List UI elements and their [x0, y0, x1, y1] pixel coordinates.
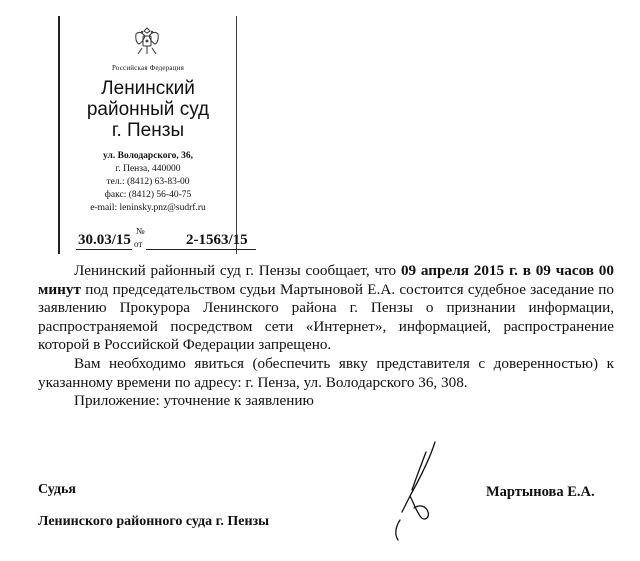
- judge-court: Ленинского районного суда г. Пензы: [38, 514, 270, 529]
- registration-date: 30.03/15: [78, 232, 131, 248]
- notice-text-start: Ленинский районный суд г. Пензы сообщает, что: [74, 262, 401, 279]
- case-number: 2-1563/15: [186, 232, 248, 248]
- court-name-line: г. Пензы: [111, 120, 185, 141]
- court-name-line: районный суд: [86, 99, 210, 120]
- handwritten-signature: [380, 438, 460, 548]
- judge-name: Мартынова Е.А.: [486, 484, 595, 500]
- hearing-datetime: 09 апреля 2015 г. в 09 часов 00 минут: [38, 262, 614, 298]
- court-contacts: [60, 150, 236, 215]
- appearance-paragraph: Вам необходимо явиться (обеспечить явку представителя с доверенностью) к указанному времени по адресу: г. Пенза, ул. Володарского 36, 308.: [38, 354, 614, 391]
- notice-paragraph: [38, 262, 614, 355]
- court-name-line: Ленинский: [101, 78, 195, 99]
- court-stamp: [58, 16, 237, 254]
- attachment-paragraph: Приложение: уточнение к заявлению: [74, 392, 314, 410]
- letter-body: [38, 262, 614, 411]
- notice-text-end: под председательством судьи Мартыновой Е.А. состоится судебное заседание по заявлению Прокурора Ленинского района г. Пензы о признании информации, распространяемой посредством сети «Интернет», информацией, распространение которой в Российской Федерации запрещено.: [38, 280, 614, 354]
- court-name: [60, 78, 236, 141]
- date-underline: [76, 249, 132, 250]
- contact-phone: тел.: (8412) 63-83-00: [106, 177, 190, 187]
- number-sign: №: [136, 226, 145, 236]
- from-label: от: [134, 239, 143, 249]
- contact-fax: факс: (8412) 56-40-75: [104, 190, 192, 200]
- country-label: Российская Федерация: [111, 64, 185, 72]
- registration-line: [74, 226, 264, 250]
- contact-address: ул. Володарского, 36,: [103, 151, 193, 161]
- coat-of-arms-icon: [130, 24, 164, 58]
- contact-email: e-mail: leninsky.pnz@sudrf.ru: [90, 203, 206, 213]
- number-underline: [146, 249, 256, 250]
- judge-title: Судья: [38, 482, 76, 497]
- contact-city: г. Пенза, 440000: [115, 164, 181, 174]
